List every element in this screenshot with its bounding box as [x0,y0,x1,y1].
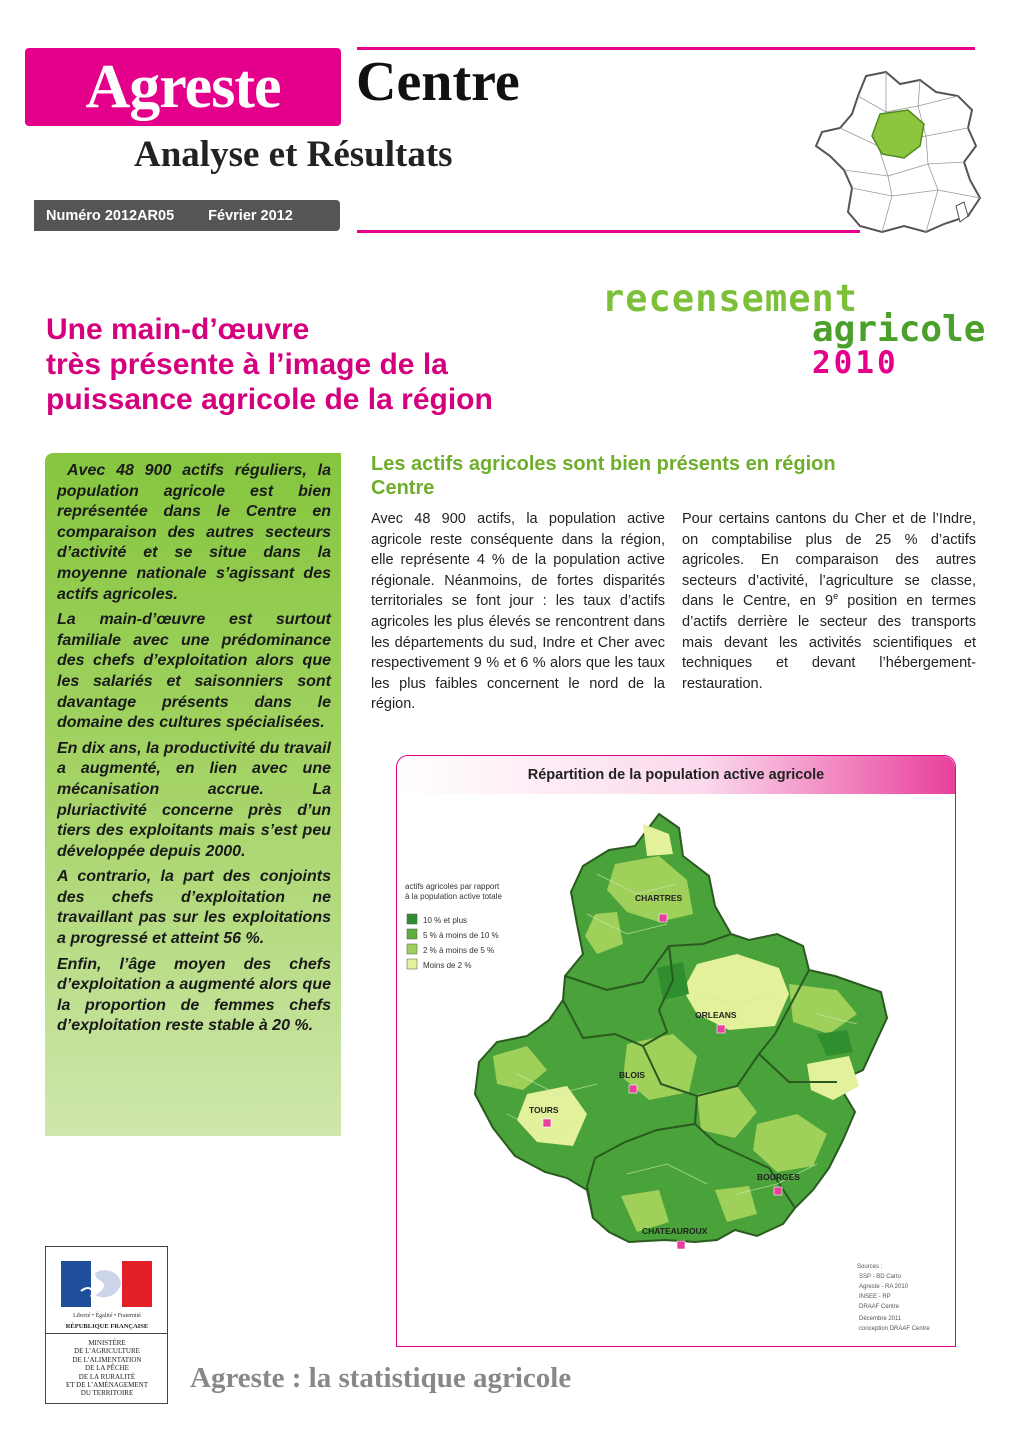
region-title: Centre [356,51,520,113]
ministry-name: MINISTÈRE DE L’AGRICULTURE DE L’ALIMENTATION DE LA PÊCHE DE LA RURALITÉ ET DE L’AMÉNAGEMENT DU TERRITOIRE [65,1339,149,1398]
article-column-left: Avec 48 900 actifs, la population active agricole reste conséquente dans la région, elle représente 4 % de la population active régionale. Néanmoins, de fortes disparités territoriales se font jour : les taux d’actifs agricoles les plus élevés se rencontrent dans les départements du sud, Indre et Cher avec respectivement 9 % et 6 % alors que les taux les plus faibles concernent le nord de la région. [371,511,665,713]
footer-tagline: Agreste : la statistique agricole [190,1362,572,1394]
headline [46,312,586,417]
logo-divider [46,1333,167,1334]
publication-subtitle: Analyse et Résultats [134,134,453,175]
legend-label: 10 % et plus [423,916,468,925]
census-logo-year: 2010 [812,345,899,381]
sources-title: Sources : [857,1264,883,1270]
legend-title: actifs agricoles par rapport [405,882,500,891]
city-label-orleans: ORLEANS [695,1010,737,1020]
agreste-logo [25,48,341,126]
map-sources [857,1264,930,1332]
source-line: DRAAF Centre [859,1304,900,1310]
source-line: conception DRAAF Centre [859,1326,930,1332]
map-figure [396,755,956,1347]
summary-paragraph: En dix ans, la productivité du travail a augmenté, en lien avec une mécanisation accrue. La pluriactivité concerne près d’un tiers des exploitants mais s’est peu développée depuis 2000. [57,739,331,860]
republic-name: RÉPUBLIQUE FRANÇAISE [65,1323,149,1330]
figure-title: Répartition de la population active agricole [527,767,825,783]
issue-number: Numéro 2012AR05 [46,207,175,224]
france-locator-map [808,66,984,242]
city-marker [774,1187,782,1195]
map-legend [405,882,503,970]
city-marker [659,914,667,922]
legend-swatch [407,959,417,969]
city-marker [629,1085,637,1093]
issue-date: Février 2012 [208,207,293,224]
city-marker [677,1241,685,1249]
government-logo-box [45,1246,168,1404]
legend-swatch [407,929,417,939]
city-label-chateauroux: CHATEAUROUX [642,1226,708,1236]
summary-paragraph: La main-d’œuvre est surtout familiale avec une prédominance des chefs d’exploitation alors que les salariés et saisonniers sont davantage présents dans le domaine des cultures spécialisées. [57,611,331,732]
article-text: Pour certains cantons du Cher et de l’Indre, on comptabilise plus de 25 % d’actifs agricoles. En comparaison des autres secteurs d’activité, l’agriculture se classe, dans le Centre, en 9 [682,511,976,610]
headline-line: très présente à l’image de la [46,348,448,381]
headline-line: puissance agricole de la région [46,383,493,416]
summary-paragraph: Avec 48 900 actifs réguliers, la population agricole est bien représentée dans le Centre en comparaison des autres secteurs d’activité et se situe dans la moyenne nationale s’agissant des actifs agricoles. [57,462,331,603]
republic-motto: Liberté • Égalité • Fraternité [73,1313,141,1319]
ordinal-suffix: e [833,591,839,602]
region-choropleth-map [397,794,955,1346]
city-marker [543,1119,551,1127]
city-label-blois: BLOIS [619,1070,645,1080]
top-rule [357,47,975,50]
census-logo-line1: recensement [602,277,859,320]
source-line: Agreste - RA 2010 [859,1284,909,1290]
figure-header [397,756,955,794]
article-column-right [682,509,976,694]
summary-paragraph: A contrario, la part des conjoints des chefs d’exploitation ne travaillant pas sur les exploitations a progressé et atteint 56 %. [57,868,331,948]
article-title: Les actifs agricoles sont bien présents en région Centre [371,453,836,499]
bottom-rule [357,230,860,233]
legend-label: 5 % à moins de 10 % [423,931,499,940]
headline-line: Une main-d’œuvre [46,313,310,346]
city-marker [717,1025,725,1033]
city-label-bourges: BOURGES [757,1172,800,1182]
summary-box [45,453,341,1136]
summary-paragraph: Enfin, l’âge moyen des chefs d’exploitation a augmenté alors que la proportion de femmes chefs d’exploitation reste stable à 20 %. [57,955,331,1035]
issue-bar [34,200,340,231]
legend-label: 2 % à moins de 5 % [423,946,495,955]
brand-word: Agreste [85,53,281,121]
legend-title: à la population active totale [405,892,502,901]
source-line: SSP - BD Carto [859,1274,901,1280]
census-logo-line2: agricole [812,309,986,350]
legend-swatch [407,944,417,954]
legend-swatch [407,914,417,924]
city-label-chartres: CHARTRES [635,893,683,903]
source-line: INSEE - RP [859,1294,891,1300]
article-text: position en termes d’actifs derrière le secteur des transports mais devant les activités scientifiques et techniques et devant l’hébergement-restauration. [682,593,976,692]
city-label-tours: TOURS [529,1105,559,1115]
marianne-logo [61,1261,152,1307]
legend-label: Moins de 2 % [423,961,472,970]
source-line: Décembre 2011 [859,1316,902,1322]
